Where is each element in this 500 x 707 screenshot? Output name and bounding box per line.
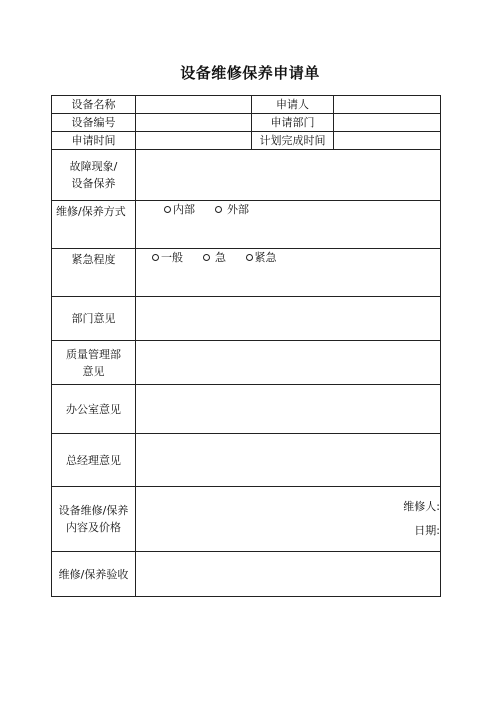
label-qa-opinion [52,341,136,385]
label-content [52,487,136,552]
option-external-label: 外部 [227,203,249,216]
form-title: 设备维修保养申请单 [180,64,320,82]
field-dept-opinion[interactable] [136,297,441,341]
field-office-opinion[interactable] [136,385,441,434]
label-department: 申请部门 [252,114,334,132]
field-equipment-name[interactable] [136,96,252,114]
label-content-line1: 设备维修/保养 [58,504,129,517]
field-department[interactable] [334,114,441,132]
label-method: 维修/保养方式 [52,201,136,249]
radio-circle-icon [152,254,159,261]
option-normal[interactable] [152,249,183,265]
label-acceptance: 维修/保养验收 [52,552,136,597]
field-method [136,201,441,249]
radio-circle-icon [215,206,222,213]
row-fault [52,150,441,201]
label-fault [52,150,136,201]
option-normal-label: 一般 [161,251,183,264]
label-equipment-no: 设备编号 [52,114,136,132]
label-apply-time: 申请时间 [52,132,136,150]
field-fault[interactable] [136,150,441,201]
date-label: 日期: [414,524,440,537]
label-gm-opinion: 总经理意见 [52,434,136,487]
row-apply-time [52,132,441,150]
option-internal[interactable] [164,201,195,217]
field-qa-opinion[interactable] [136,341,441,385]
repairer-label: 维修人: [403,500,440,513]
label-qa-line1: 质量管理部 [66,347,121,361]
radio-circle-icon [246,254,253,261]
row-dept-opinion [52,297,441,341]
field-gm-opinion[interactable] [136,434,441,487]
row-content [52,487,441,552]
row-urgency [52,249,441,297]
row-qa-opinion [52,341,441,385]
field-urgency [136,249,441,297]
label-content-line2: 内容及价格 [66,521,121,534]
option-internal-label: 内部 [173,203,195,216]
radio-circle-icon [203,254,210,261]
row-acceptance [52,552,441,597]
label-fault-line2: 设备保养 [71,177,116,190]
label-plan-time: 计划完成时间 [252,132,334,150]
option-external[interactable] [215,201,250,217]
application-form-table [51,95,441,597]
row-equipment-no [52,114,441,132]
label-urgency: 紧急程度 [52,249,136,297]
field-equipment-no[interactable] [136,114,252,132]
label-fault-line1: 故障现象/ [69,160,118,173]
label-equipment-name: 设备名称 [52,96,136,114]
field-acceptance[interactable] [136,552,441,597]
radio-circle-icon [164,206,171,213]
field-applicant[interactable] [334,96,441,114]
row-gm-opinion [52,434,441,487]
option-urgent[interactable] [203,249,227,265]
label-applicant: 申请人 [252,96,334,114]
label-dept-opinion: 部门意见 [52,297,136,341]
option-urgent-label: 急 [215,251,226,264]
label-office-opinion: 办公室意见 [52,385,136,434]
option-very-urgent-label: 紧急 [254,251,277,264]
row-equipment-name [52,96,441,114]
row-method [52,201,441,249]
field-plan-time[interactable] [334,132,441,150]
label-qa-line2: 意见 [82,364,105,378]
row-office-opinion [52,385,441,434]
field-apply-time[interactable] [136,132,252,150]
option-very-urgent[interactable] [246,249,277,265]
field-content[interactable] [136,487,441,552]
